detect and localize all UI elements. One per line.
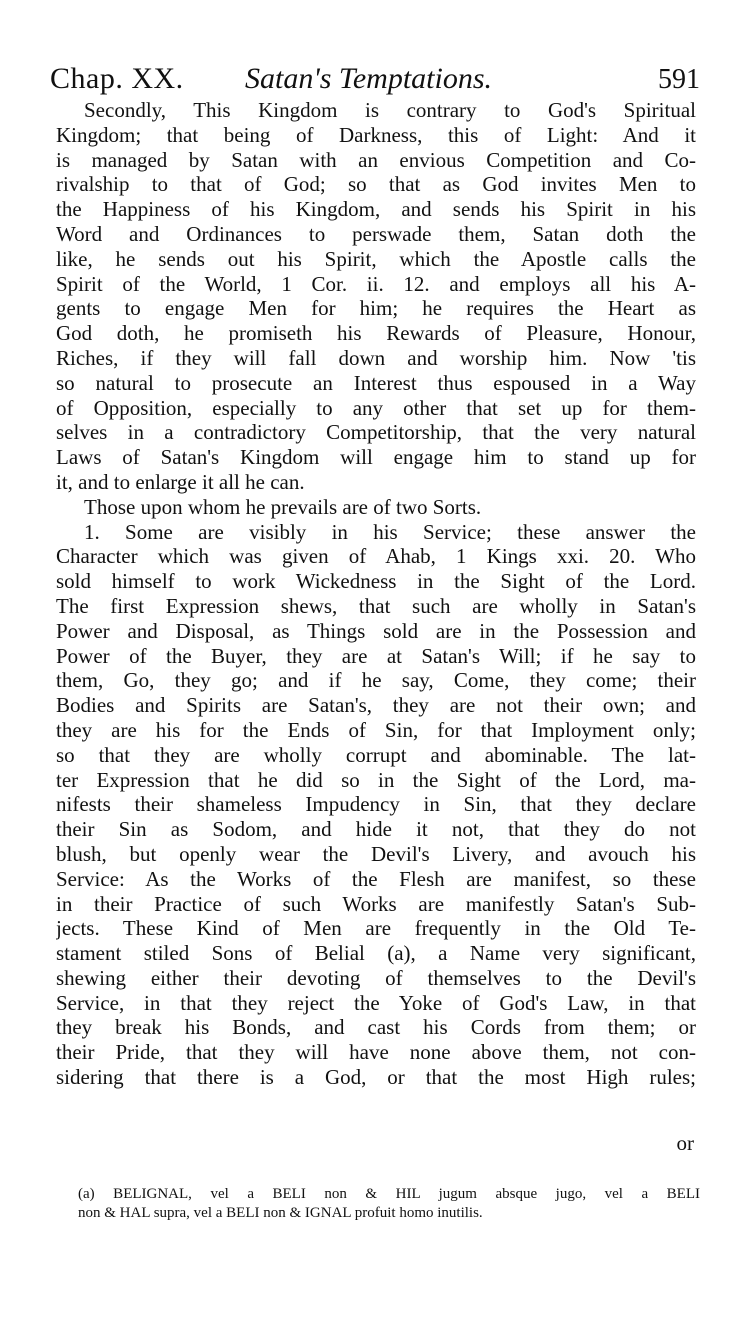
chapter-heading: Chap. XX.	[50, 62, 184, 95]
text-line: them, Go, they go; and if he say, Come, they come; their	[56, 668, 696, 693]
text-line: is managed by Satan with an envious Competition and Co-	[56, 147, 696, 172]
footnote-line: non & HAL supra, vel a BELI non & IGNAL profuit homo inutilis.	[78, 1205, 483, 1221]
text-line: Bodies and Spirits are Satan's, they are not their own; and	[56, 693, 696, 718]
text-line: Kingdom; that being of Darkness, this of Light: And it	[56, 122, 696, 147]
text-line: God doth, he promiseth his Rewards of Pleasure, Honour,	[56, 321, 696, 346]
text-line: 1. Some are visibly in his Service; these answer the	[84, 519, 696, 544]
text-line: Power and Disposal, as Things sold are in the Possession and	[56, 618, 696, 643]
text-line: of Opposition, especially to any other that set up for them-	[56, 395, 696, 420]
text-line: Service, in that they reject the Yoke of God's Law, in that	[56, 990, 696, 1015]
text-line: it, and to enlarge it all he can.	[56, 469, 305, 494]
text-line: gents to engage Men for him; he requires the Heart as	[56, 296, 696, 321]
text-line: Power of the Buyer, they are at Satan's Will; if he say to	[56, 643, 696, 668]
text-line: Those upon whom he prevails are of two Sorts.	[84, 494, 482, 519]
text-line: selves in a contradictory Competitorship, that the very natural	[56, 420, 696, 445]
footnote	[78, 1185, 700, 1223]
text-line: sidering that there is a God, or that the most High rules;	[56, 1065, 696, 1090]
text-line: their Pride, that they will have none above them, not con-	[56, 1040, 696, 1065]
text-line: Service: As the Works of the Flesh are manifest, so these	[56, 866, 696, 891]
text-line: ter Expression that he did so in the Sight of the Lord, ma-	[56, 767, 696, 792]
text-line: they are his for the Ends of Sin, for that Imployment only;	[56, 717, 696, 742]
text-line: they break his Bonds, and cast his Cords from them; or	[56, 1015, 696, 1040]
text-line: blush, but openly wear the Devil's Livery, and avouch his	[56, 841, 696, 866]
text-line: Character which was given of Ahab, 1 Kings xxi. 20. Who	[56, 544, 696, 569]
text-line: so that they are wholly corrupt and abominable. The lat-	[56, 742, 696, 767]
text-line: sold himself to work Wickedness in the Sight of the Lord.	[56, 569, 696, 594]
text-line: shewing either their devoting of themselves to the Devil's	[56, 965, 696, 990]
catchword: or	[676, 1131, 694, 1155]
body-text	[56, 98, 696, 1090]
running-title: Satan's Temptations.	[245, 62, 493, 95]
text-line: jects. These Kind of Men are frequently in the Old Te-	[56, 916, 696, 941]
text-line: rivalship to that of God; so that as God invites Men to	[56, 172, 696, 197]
page-number: 591	[658, 64, 700, 95]
text-line: Riches, if they will fall down and worship him. Now 'tis	[56, 345, 696, 370]
running-header	[50, 62, 700, 102]
text-line: Spirit of the World, 1 Cor. ii. 12. and employs all his A-	[56, 271, 696, 296]
text-line: The first Expression shews, that such are wholly in Satan's	[56, 593, 696, 618]
text-line: the Happiness of his Kingdom, and sends his Spirit in his	[56, 197, 696, 222]
text-line: nifests their shameless Impudency in Sin, that they declare	[56, 792, 696, 817]
text-line: like, he sends out his Spirit, which the Apostle calls the	[56, 246, 696, 271]
text-line: Secondly, This Kingdom is contrary to God's Spiritual	[84, 98, 696, 122]
text-line: Word and Ordinances to perswade them, Satan doth the	[56, 221, 696, 246]
text-line: so natural to prosecute an Interest thus espoused in a Way	[56, 370, 696, 395]
text-line: their Sin as Sodom, and hide it not, that they do not	[56, 817, 696, 842]
footnote-line: (a) BELIGNAL, vel a BELI non & HIL jugum absque jugo, vel a BELI	[78, 1186, 700, 1202]
text-line: Laws of Satan's Kingdom will engage him to stand up for	[56, 445, 696, 470]
text-line: in their Practice of such Works are manifestly Satan's Sub-	[56, 891, 696, 916]
text-line: stament stiled Sons of Belial (a), a Name very significant,	[56, 941, 696, 966]
